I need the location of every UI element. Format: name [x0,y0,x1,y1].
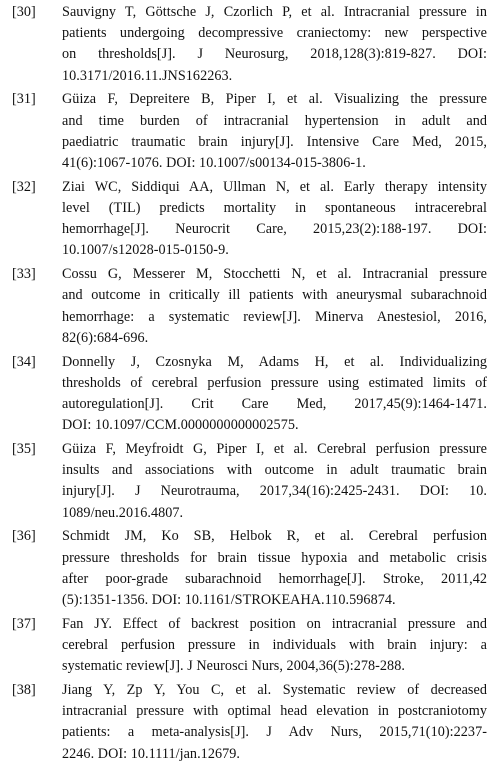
reference-line: and time burden of intracranial hypertension in adult and [62,112,487,129]
reference-line: 2246. DOI: 10.1111/jan.12679. [62,745,240,762]
reference-number: [35] [12,441,36,458]
reference-line: Fan JY. Effect of backrest position on intracranial pressure and [62,615,487,632]
reference-entry-31 [0,89,495,174]
reference-line: DOI: 10.1097/CCM.0000000000002575. [62,417,299,434]
reference-line: Donnelly J, Czosnyka M, Adams H, et al. Individualizing [62,353,487,370]
reference-line: patients undergoing decompressive craniectomy: new perspective [62,25,487,42]
reference-line: Schmidt JM, Ko SB, Helbok R, et al. Cerebral perfusion [62,528,487,545]
reference-line: insults and associations with outcome in adult traumatic brain [62,462,487,479]
reference-number: [30] [12,4,36,20]
reference-entry-35 [0,439,495,524]
reference-line: injury[J]. J Neurotrauma, 2017,34(16):2425-2431. DOI: 10. [62,483,487,500]
reference-line: cerebral perfusion pressure in individuals with brain injury: a [62,637,487,654]
reference-number: [32] [12,178,36,195]
reference-line: Güiza F, Depreitere B, Piper I, et al. Visualizing the pressure [62,91,487,108]
reference-line: autoregulation[J]. Crit Care Med, 2017,45(9):1464-1471. [62,396,487,413]
reference-line: after poor-grade subarachnoid hemorrhage[J]. Stroke, 2011,42 [62,570,487,587]
reference-line: thresholds of cerebral perfusion pressure using estimated limits of [62,374,487,391]
reference-line: intracranial pressure with optimal head elevation in postcraniotomy [62,703,487,720]
reference-line: Jiang Y, Zp Y, You C, et al. Systematic review of decreased [62,682,487,699]
reference-number: [36] [12,528,36,545]
reference-line: level (TIL) predicts mortality in spontaneous intracerebral [62,200,487,217]
reference-line: Sauvigny T, Göttsche J, Czorlich P, et al. Intracranial pressure in [62,4,487,20]
reference-entry-30 [0,2,495,87]
reference-line: systematic review[J]. J Neurosci Nurs, 2004,36(5):278-288. [62,658,405,675]
reference-number: [37] [12,615,36,632]
reference-line: hemorrhage: a systematic review[J]. Minerva Anestesiol, 2016, [62,308,487,325]
reference-line: 10.3171/2016.11.JNS162263. [62,67,233,84]
reference-entry-34 [0,352,495,437]
reference-entry-36 [0,526,495,611]
reference-entry-38 [0,680,495,765]
reference-line: Ziai WC, Siddiqui AA, Ullman N, et al. Early therapy intensity [62,178,487,195]
reference-entry-32 [0,177,495,262]
reference-line: patients: a meta-analysis[J]. J Adv Nurs, 2015,71(10):2237- [62,724,487,741]
reference-line: Güiza F, Meyfroidt G, Piper I, et al. Cerebral perfusion pressure [62,441,487,458]
reference-line: 82(6):684-696. [62,329,149,346]
reference-line: on thresholds[J]. J Neurosurg, 2018,128(3):819-827. DOI: [62,46,487,63]
reference-line: (5):1351-1356. DOI: 10.1161/STROKEAHA.110.596874. [62,592,396,609]
reference-number: [34] [12,353,36,370]
reference-line: pressure thresholds for brain tissue hypoxia and metabolic crisis [62,549,487,566]
reference-line: 1089/neu.2016.4807. [62,504,184,521]
reference-number: [31] [12,91,36,108]
reference-number: [33] [12,266,36,283]
reference-number: [38] [12,682,36,699]
reference-line: and outcome in critically ill patients with aneurysmal subarachnoid [62,287,487,304]
reference-entry-33 [0,264,495,349]
reference-entry-37 [0,614,495,678]
reference-line: Cossu G, Messerer M, Stocchetti N, et al. Intracranial pressure [62,266,487,283]
reference-line: paediatric traumatic brain injury[J]. Intensive Care Med, 2015, [62,133,487,150]
reference-line: 41(6):1067-1076. DOI: 10.1007/s00134-015-3806-1. [62,155,366,172]
reference-line: hemorrhage[J]. Neurocrit Care, 2015,23(2):188-197. DOI: [62,221,487,238]
reference-line: 10.1007/s12028-015-0150-9. [62,242,229,259]
